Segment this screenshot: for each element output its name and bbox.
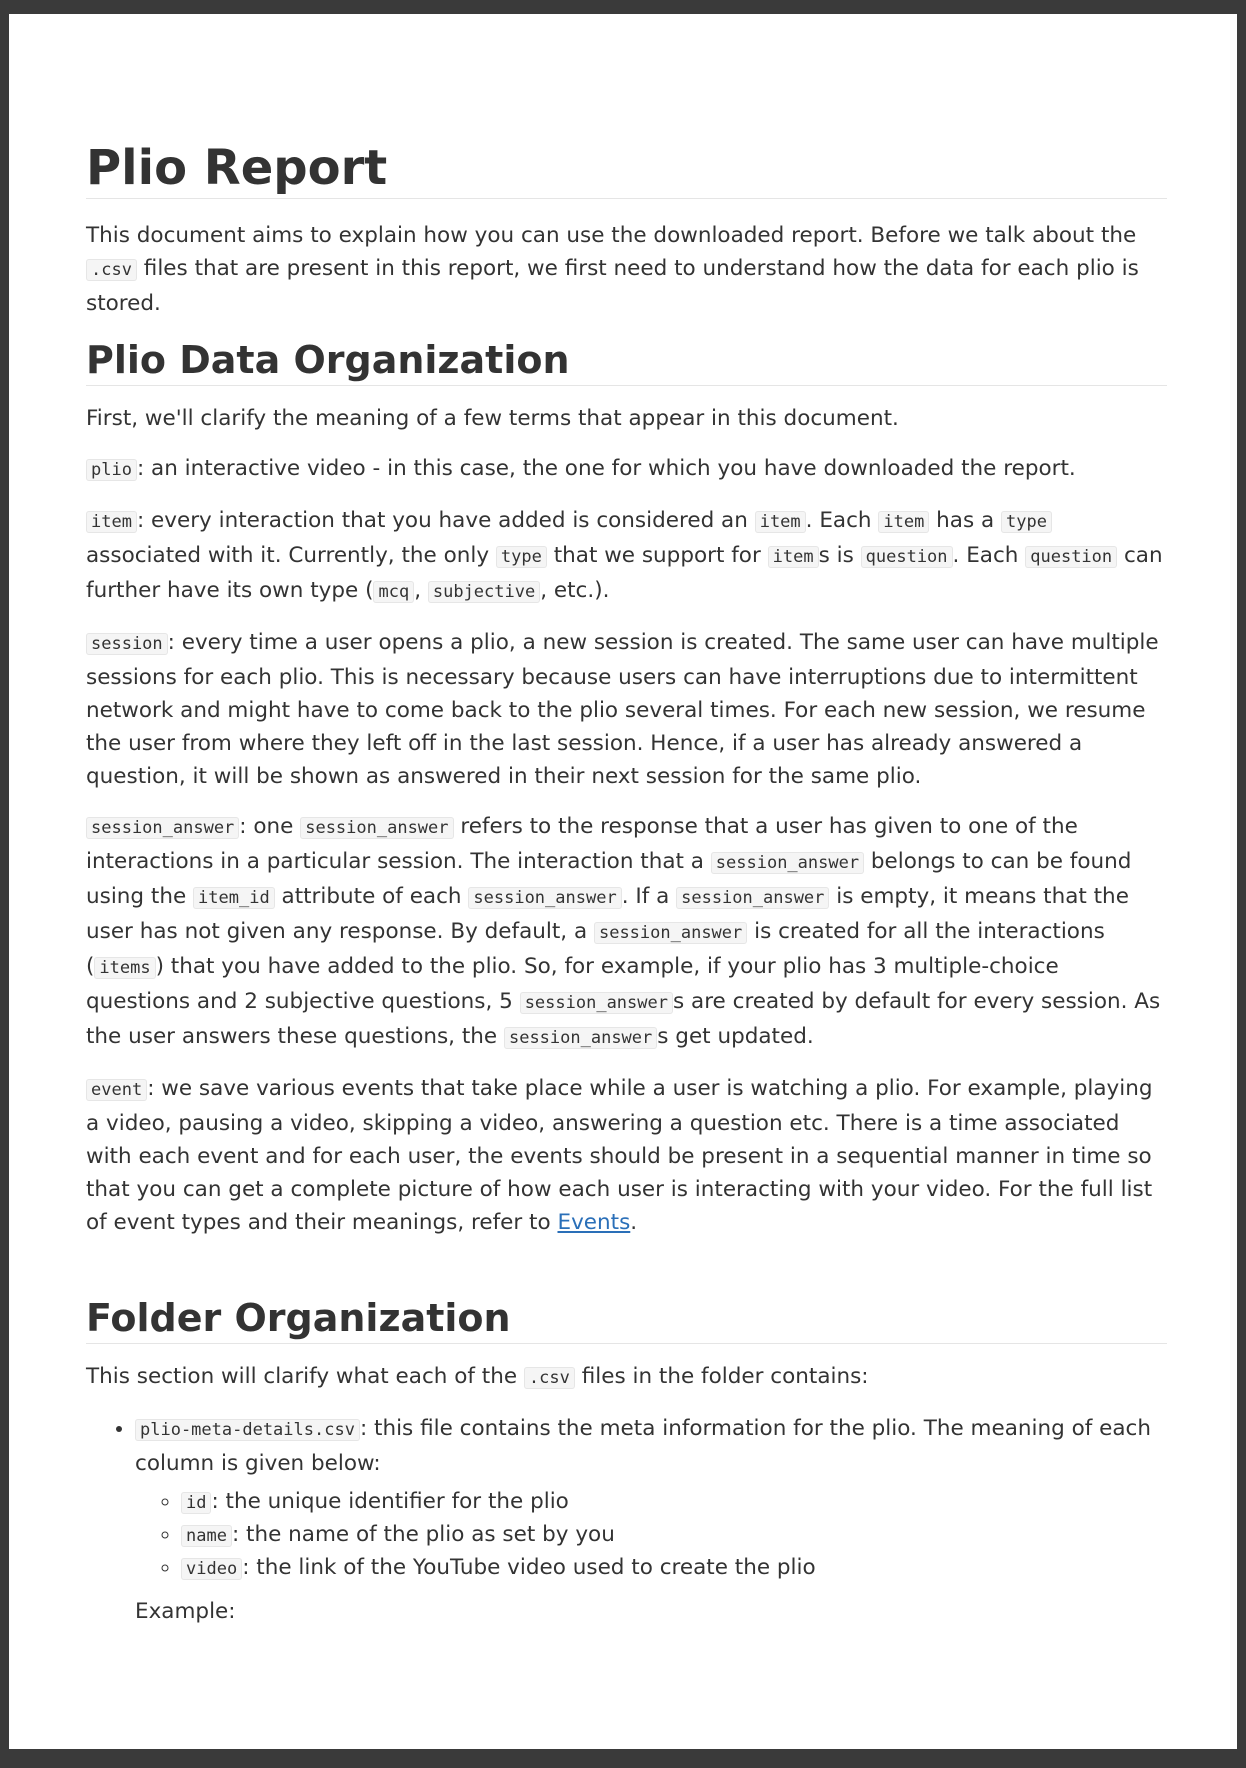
inline-code: session_answer [594,922,747,944]
text-run: : the link of the YouTube video used to create the plio [242,1555,816,1580]
inline-code: session_answer [468,887,621,909]
text-run: : this file contains the meta information for the plio. The meaning of each column is given below: [135,1416,1151,1476]
term-event-paragraph [86,1072,1167,1239]
term-session-answer-paragraph [86,810,1167,1055]
section-heading-data-organization: Plio Data Organization [86,337,1167,386]
inline-code: mcq [373,581,414,603]
inline-code: items [94,957,155,979]
text-run: ) that you have added to the plio. So, for example, if your plio has 3 multiple-choice questions and 2 subjective questions, 5 [86,954,1059,1014]
text-run: belongs to can be found using the [86,849,1132,909]
inline-code: type [1001,511,1052,533]
page-title: Plio Report [86,140,1167,199]
text-run: is created for all the interactions ( [86,919,1105,979]
section-lead-paragraph: First, we'll clarify the meaning of a few terms that appear in this document. [86,406,899,431]
inline-code: item [86,511,137,533]
inline-code: session_answer [520,992,673,1014]
list-item-plio-meta-details [135,1412,1167,1628]
text-run: refers to the response that a user has given to one of the interactions in a particular session. The interaction that a [86,814,1078,874]
text-run: attribute of each [274,884,469,909]
column-list [135,1486,1167,1585]
text-run: . Each [952,543,1026,568]
term-plio-paragraph [86,452,1167,487]
document-content [86,140,1167,1628]
text-run: files in the folder contains: [574,1364,869,1389]
inline-code: item_id [193,887,275,909]
inline-code: type [496,546,547,568]
term-session-paragraph [86,626,1167,793]
intro-paragraph [86,219,1167,320]
text-run: files that are present in this report, we first need to understand how the data for each plio is stored. [86,256,1139,316]
text-run: . If a [621,884,677,909]
inline-code: question [1025,546,1117,568]
text-run: : an interactive video - in this case, the one for which you have downloaded the report. [136,456,1076,481]
text-run: : the name of the plio as set by you [231,1522,615,1547]
folder-lead-paragraph [86,1360,1167,1395]
list-item-column [181,1519,1167,1552]
file-list [86,1412,1167,1628]
inline-code: video [181,1558,242,1580]
inline-code: plio [86,459,137,481]
text-run: This section will clarify what each of the [86,1364,524,1389]
text-run: : one [239,814,301,839]
term-item-paragraph [86,504,1167,609]
example-label: Example: [135,1599,236,1624]
inline-code: session [86,633,168,655]
inline-code: event [86,1079,147,1101]
inline-code: name [181,1525,232,1547]
document-page [9,14,1237,1749]
text-run: : we save various events that take place while a user is watching a plio. For example, playing a video, pausing a video, skipping a video, answering a question etc. There is a time associated with each event and for each user, the events should be present in a sequential manner in time so that you can get a complete picture of how each user is interacting with your video. For the full list of event types and their meanings, refer to [86,1076,1153,1235]
list-item-column [181,1552,1167,1585]
inline-code: session_answer [504,1027,657,1049]
text-run: has a [929,508,1002,533]
events-link[interactable]: Events [557,1210,631,1235]
text-run: is empty, it means that the user has not given any response. By default, a [86,884,1129,944]
inline-code: subjective [428,581,540,603]
text-run: that we support for [546,543,768,568]
text-run: . [630,1210,638,1235]
text-run: can further have its own type ( [86,543,1163,603]
text-run: , etc.). [540,578,610,603]
inline-code: .csv [524,1367,575,1389]
inline-code: session_answer [86,817,239,839]
text-run: : every time a user opens a plio, a new session is created. The same user can have multiple sessions for each plio. This is necessary because users can have interruptions due to intermittent network and might have to come back to the plio several times. For each new session, we resume the user from where they left off in the last session. Hence, if a user has already answered a question, it will be shown as answered in their next session for the same plio. [86,630,1159,789]
text-run: s are created by default for every session. As the user answers these questions, the [86,989,1161,1049]
inline-code: .csv [86,259,137,281]
filename-code: plio-meta-details.csv [135,1419,360,1441]
text-run: associated with it. Currently, the only [86,543,496,568]
text-run: . Each [805,508,879,533]
text-run: s get updated. [657,1024,814,1049]
inline-code: question [861,546,953,568]
text-run: : every interaction that you have added is considered an [136,508,755,533]
text-run: : the unique identifier for the plio [211,1489,569,1514]
section-heading-folder-organization: Folder Organization [86,1295,1167,1344]
inline-code: item [878,511,929,533]
list-item-column [181,1486,1167,1519]
inline-code: item [755,511,806,533]
text-run: This document aims to explain how you can use the downloaded report. Before we talk about the [86,223,1137,248]
inline-code: id [181,1492,211,1514]
inline-code: item [768,546,819,568]
text-run: , [414,578,428,603]
inline-code: session_answer [300,817,453,839]
inline-code: session_answer [711,852,864,874]
text-run: s is [818,543,861,568]
inline-code: session_answer [676,887,829,909]
